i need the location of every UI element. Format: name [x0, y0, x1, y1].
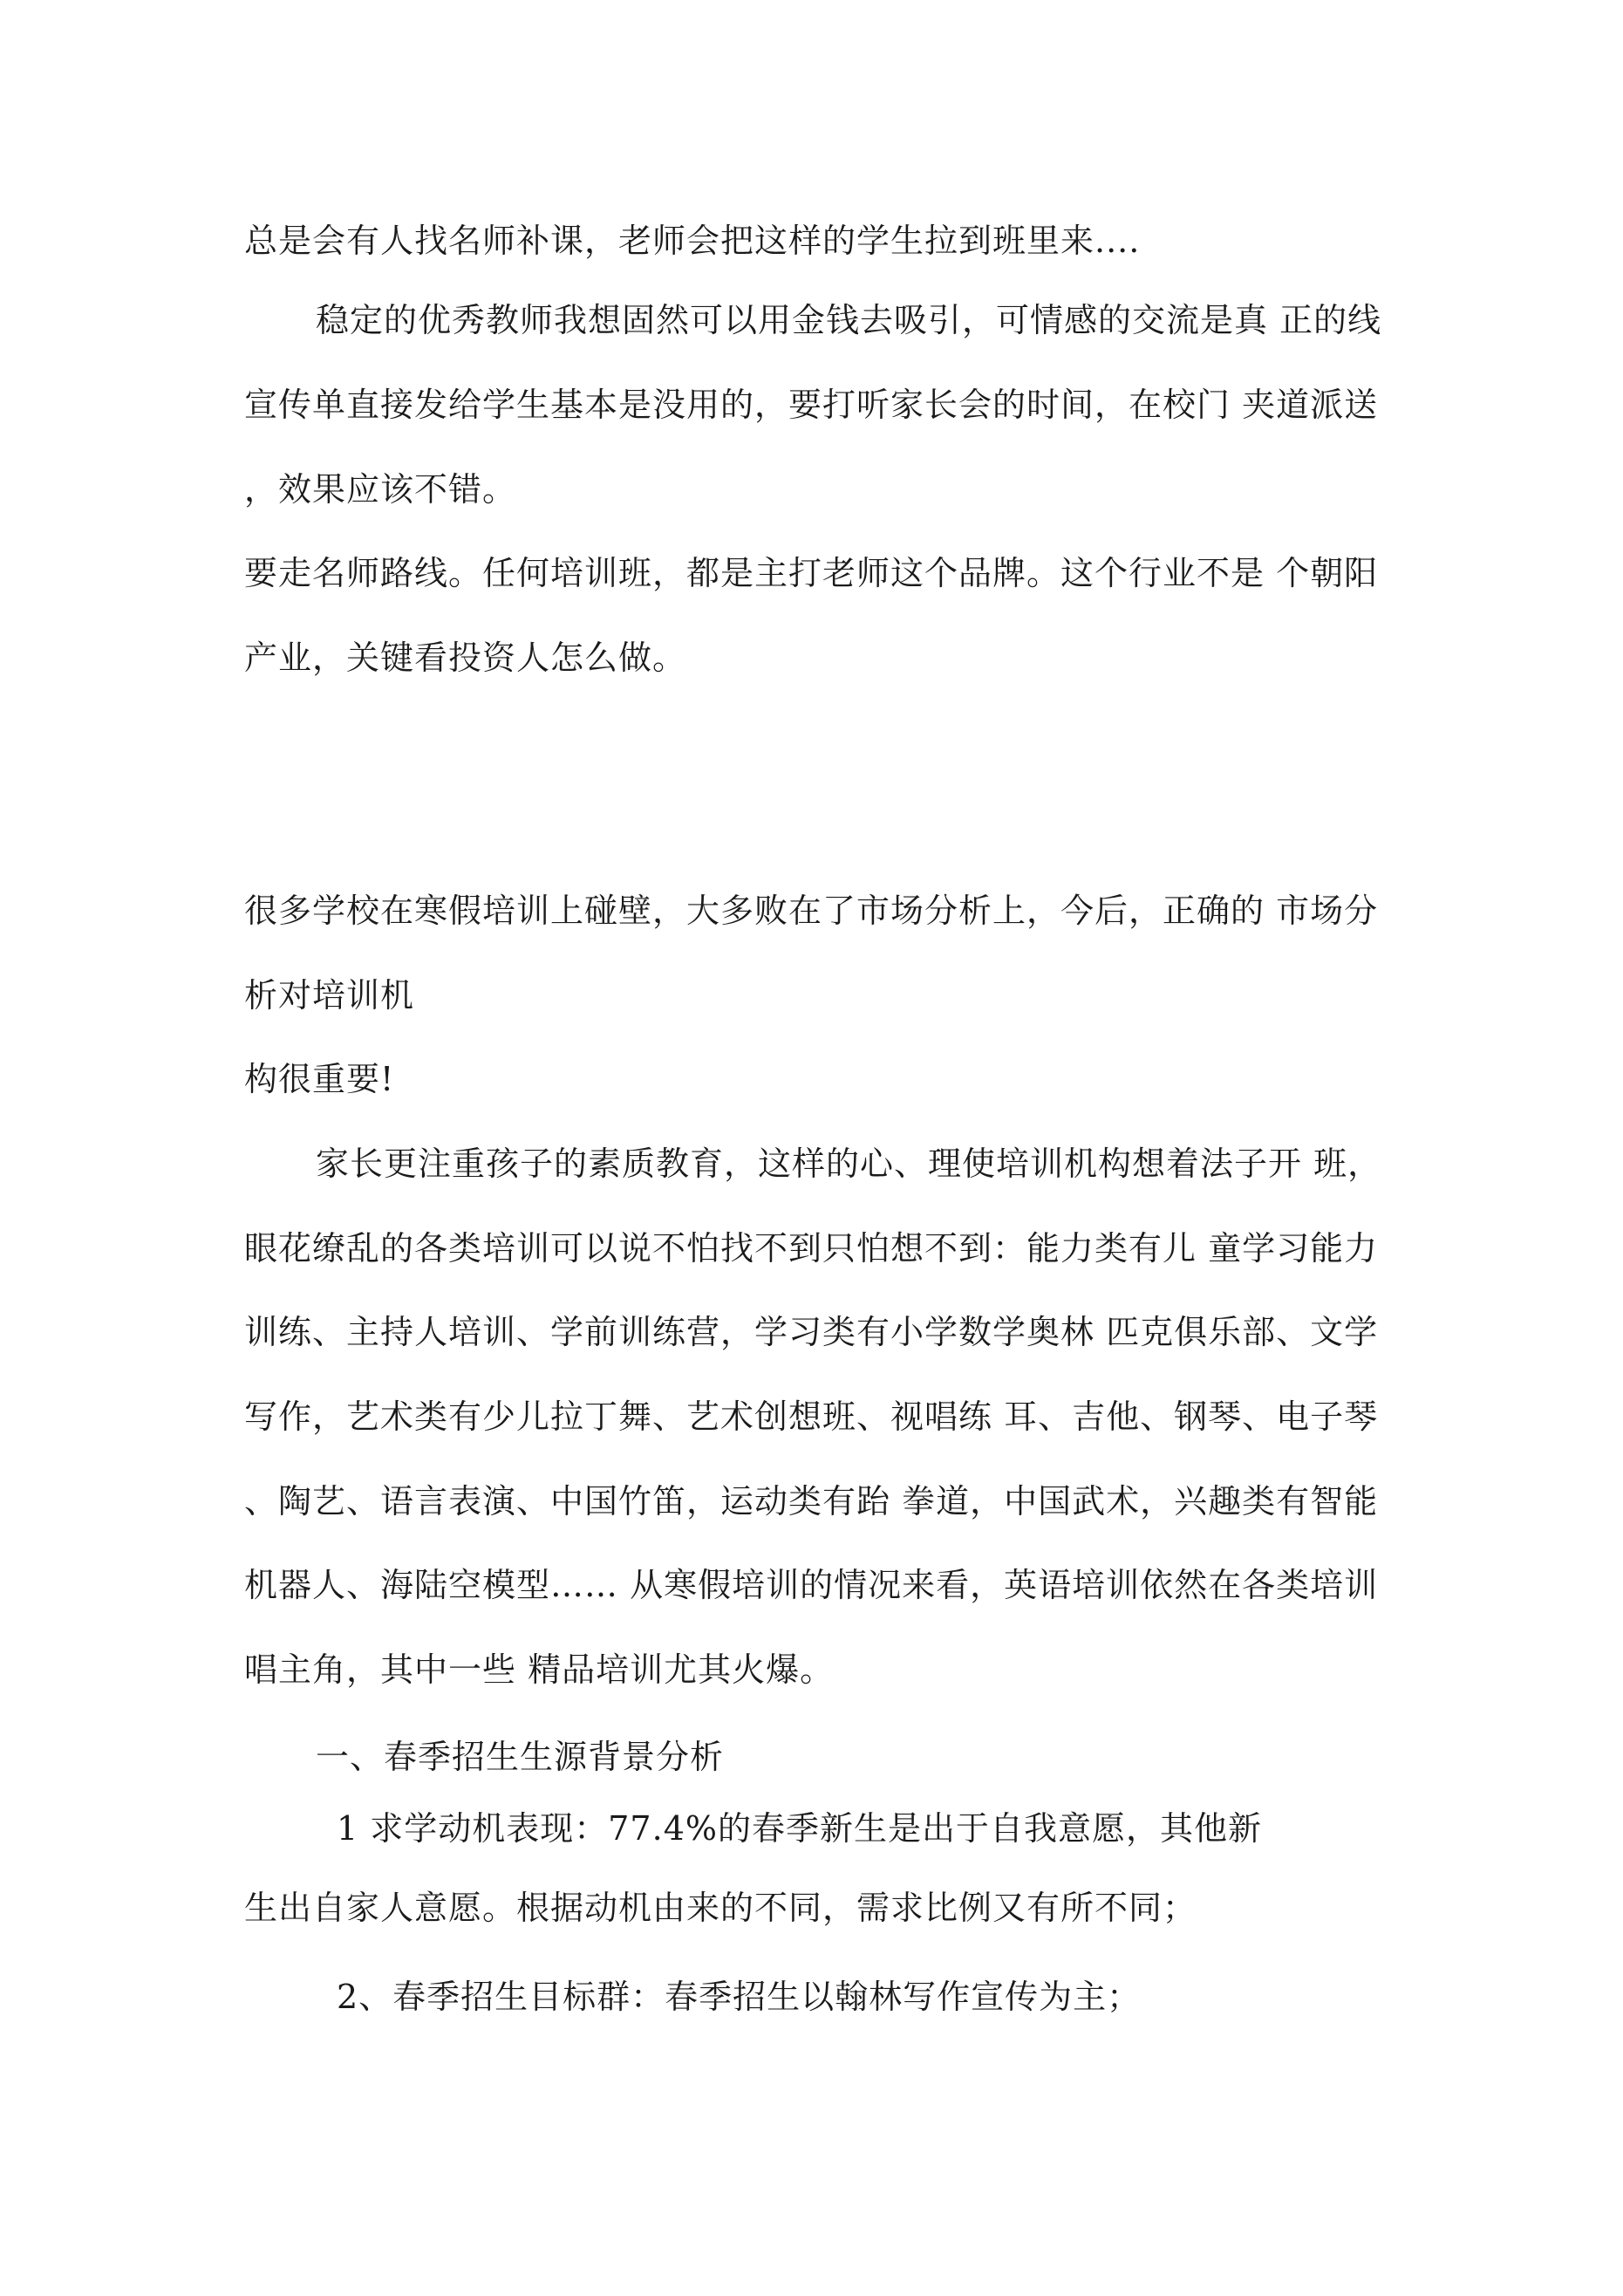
section-heading: 一、春季招生生源背景分析	[316, 1738, 725, 1776]
text-line-8: 析对培训机	[244, 976, 415, 1015]
text-line-13: 写作，艺术类有少儿拉丁舞、艺术创想班、视唱练 耳、吉他、钢琴、电子琴	[244, 1397, 1379, 1436]
text-line-5: 要走名师路线。任何培训班，都是主打老师这个品牌。这个行业不是 个朝阳	[244, 554, 1379, 592]
text-line-9: 构很重要!	[244, 1060, 395, 1098]
text-line-11: 眼花缭乱的各类培训可以说不怕找不到只怕想不到：能力类有儿 童学习能力	[244, 1229, 1379, 1268]
text-line-4: ，效果应该不错。	[244, 470, 517, 509]
text-line-19: 生出自家人意愿。根据动机由来的不同，需求比例又有所不同；	[244, 1889, 1197, 1927]
text-line-7: 很多学校在寒假培训上碰壁，大多败在了市场分析上，今后，正确的 市场分	[244, 892, 1379, 930]
text-line-12: 训练、主持人培训、学前训练营，学习类有小学数学奥林 匹克俱乐部、文学	[244, 1313, 1379, 1351]
text-line-10: 家长更注重孩子的素质教育，这样的心、理使培训机构想着法子开 班，	[316, 1145, 1382, 1183]
text-line-16: 唱主角，其中一些 精品培训尤其火爆。	[244, 1650, 835, 1689]
text-line-20: 2、春季招生目标群：春季招生以翰林写作宣传为主；	[337, 1978, 1142, 2016]
text-line-14: 、陶艺、语言表演、中国竹笛，运动类有跆 拳道，中国武术，兴趣类有智能	[244, 1482, 1379, 1520]
text-line-3: 宣传单直接发给学生基本是没用的，要打听家长会的时间，在校门 夹道派送	[244, 386, 1379, 424]
text-line-15: 机器人、海陆空模型…… 从寒假培训的情况来看，英语培训依然在各类培训	[244, 1566, 1379, 1604]
text-line-1: 总是会有人找名师补课，老师会把这样的学生拉到班里来....	[244, 222, 1141, 260]
text-line-2: 稳定的优秀教师我想固然可以用金钱去吸引，可情感的交流是真 正的线	[316, 301, 1382, 339]
text-line-6: 产业，关键看投资人怎么做。	[244, 639, 687, 677]
text-line-18: 1 求学动机表现：77.4%的春季新生是出于自我意愿，其他新	[337, 1809, 1262, 1848]
